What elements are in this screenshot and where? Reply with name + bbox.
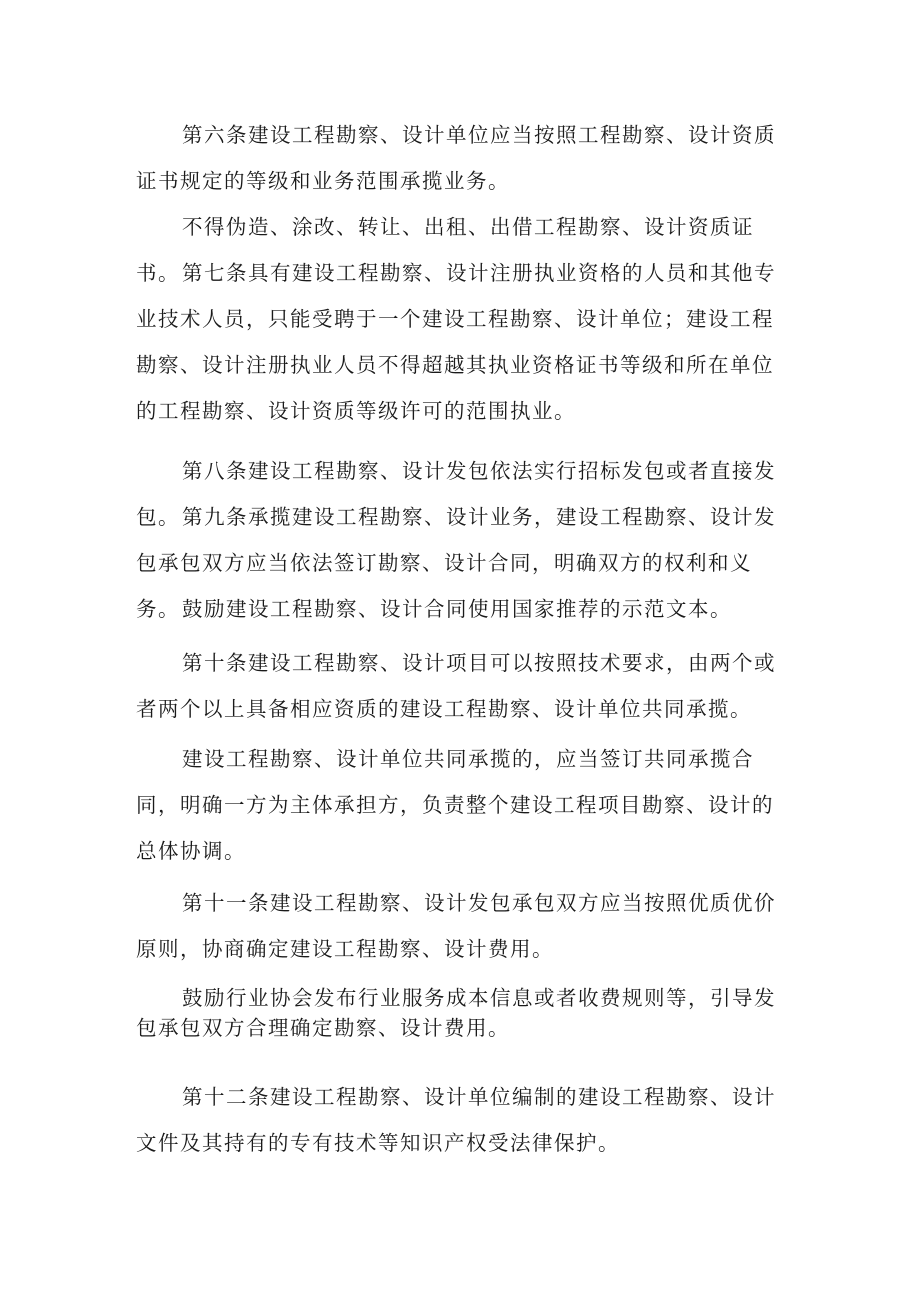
paragraph-industry-association: 鼓励行业协会发布行业服务成本信息或者收费规则等，引导发包承包双方合理确定勘察、设计费用。 <box>136 986 776 1040</box>
paragraph-no-forgery: 不得伪造、涂改、转让、出租、出借工程勘察、设计资质证书。 <box>136 215 754 285</box>
paragraph-article-6: 第六条建设工程勘察、设计单位应当按照工程勘察、设计资质证书规定的等级和业务范围承揽业务。 <box>136 123 776 193</box>
paragraph-model-text: 鼓励建设工程勘察、设计合同使用国家推荐的示范文本。 <box>182 597 732 621</box>
paragraph-article-11: 第十一条建设工程勘察、设计发包承包双方应当按照优质优价原则，协商确定建设工程勘察、设计费用。 <box>136 891 776 961</box>
paragraph-article-7: 第七条具有建设工程勘察、设计注册执业资格的人员和其他专业技术人员，只能受聘于一个建设工程勘察、设计单位；建设工程勘察、设计注册执业人员不得超越其执业资格证书等级和所在单位的工程勘察、设计资质等级许可的范围执业。 <box>136 261 776 423</box>
paragraph-article-9: 第九条承揽建设工程勘察、设计业务，建设工程勘察、设计发包承包双方应当依法签订勘察、设计合同，明确双方的权利和义务。 <box>136 505 776 621</box>
paragraph-article-12: 第十二条建设工程勘察、设计单位编制的建设工程勘察、设计文件及其持有的专有技术等知识产权受法律保护。 <box>136 1085 776 1155</box>
paragraph-joint-contract: 建设工程勘察、设计单位共同承揽的，应当签订共同承揽合同，明确一方为主体承担方，负责整个建设工程项目勘察、设计的总体协调。 <box>136 747 774 863</box>
paragraph-article-8: 第八条建设工程勘察、设计发包依法实行招标发包或者直接发包。 <box>136 459 776 529</box>
paragraph-article-10: 第十条建设工程勘察、设计项目可以按照技术要求，由两个或者两个以上具备相应资质的建设工程勘察、设计单位共同承揽。 <box>136 651 776 721</box>
